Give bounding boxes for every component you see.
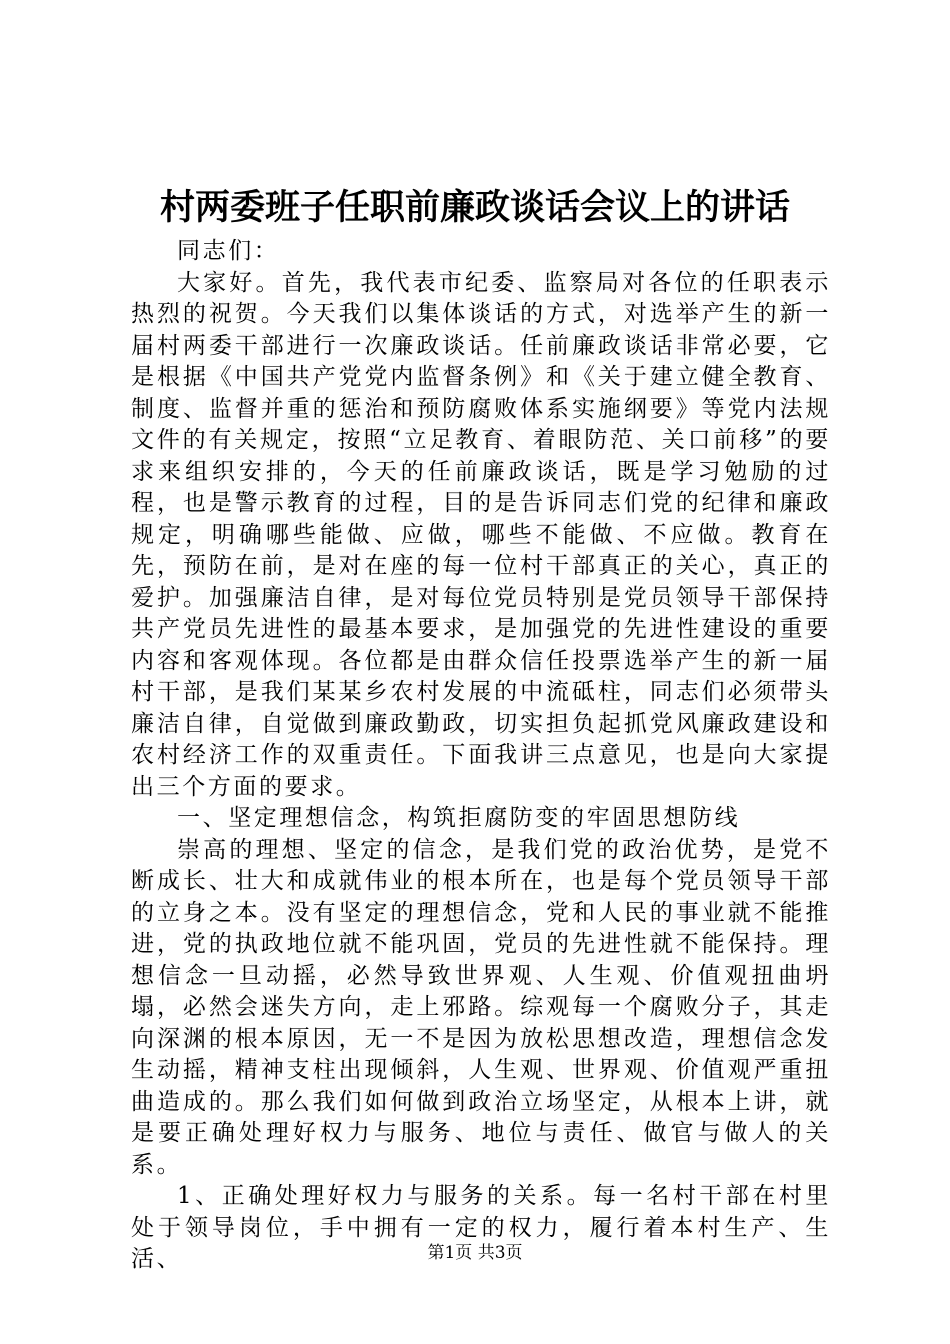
salutation-paragraph: 同志们： (177, 238, 280, 264)
body-paragraph: 崇高的理想、坚定的信念，是我们党的政治优势，是党不断成长、壮大和成就伟业的根本所在，也是每个党员领导干部的立身之本。没有坚定的理想信念，党和人民的事业就不能推进，党的执政地位就不能巩固，党员的先进性就不能保持。理想信念一旦动摇，必然导致世界观、人生观、价值观扭曲坍塌，必然会迷失方向，走上邪路。综观每一个腐败分子，其走向深渊的根本原因，无一不是因为放松思想改造，理想信念发生动摇，精神支柱出现倾斜，人生观、世界观、价值观严重扭曲造成的。那么我们如何做到政治立场坚定，从根本上讲，就是要正确处理好权力与服务、地位与责任、做官与做人的关系。 (131, 836, 831, 1178)
document-body (131, 236, 831, 1276)
document-title: 村两委班子任职前廉政谈话会议上的讲话 (159, 187, 790, 228)
page-number-footer: 第1页 共3页 (427, 1243, 523, 1263)
body-paragraph: 1、正确处理好权力与服务的关系。每一名村干部在村里处于领导岗位，手中拥有一定的权力，履行着本村生产、生活、 (131, 1183, 831, 1272)
body-paragraph: 大家好。首先，我代表市纪委、监察局对各位的任职表示热烈的祝贺。今天我们以集体谈话的方式，对选举产生的新一届村两委干部进行一次廉政谈话。任前廉政谈话非常必要，它是根据《中国共产党党内监督条例》和《关于建立健全教育、制度、监督并重的惩治和预防腐败体系实施纲要》等党内法规文件的有关规定，按照“立足教育、着眼防范、关口前移”的要求来组织安排的，今天的任前廉政谈话，既是学习勉励的过程，也是警示教育的过程，目的是告诉同志们党的纪律和廉政规定，明确哪些能做、应做，哪些不能做、不应做。教育在先，预防在前，是对在座的每一位村干部真正的关心，真正的爱护。加强廉洁自律，是对每位党员特别是党员领导干部保持共产党员先进性的最基本要求，是加强党的先进性建设的重要内容和客观体现。各位都是由群众信任投票选举产生的新一届村干部，是我们某某乡农村发展的中流砥柱，同志们必须带头廉洁自律，自觉做到廉政勤政，切实担负起抓党风廉政建设和农村经济工作的双重责任。下面我讲三点意见，也是向大家提出三个方面的要求。 (131, 269, 831, 800)
section-heading: 一、坚定理想信念，构筑拒腐防变的牢固思想防线 (177, 805, 741, 831)
